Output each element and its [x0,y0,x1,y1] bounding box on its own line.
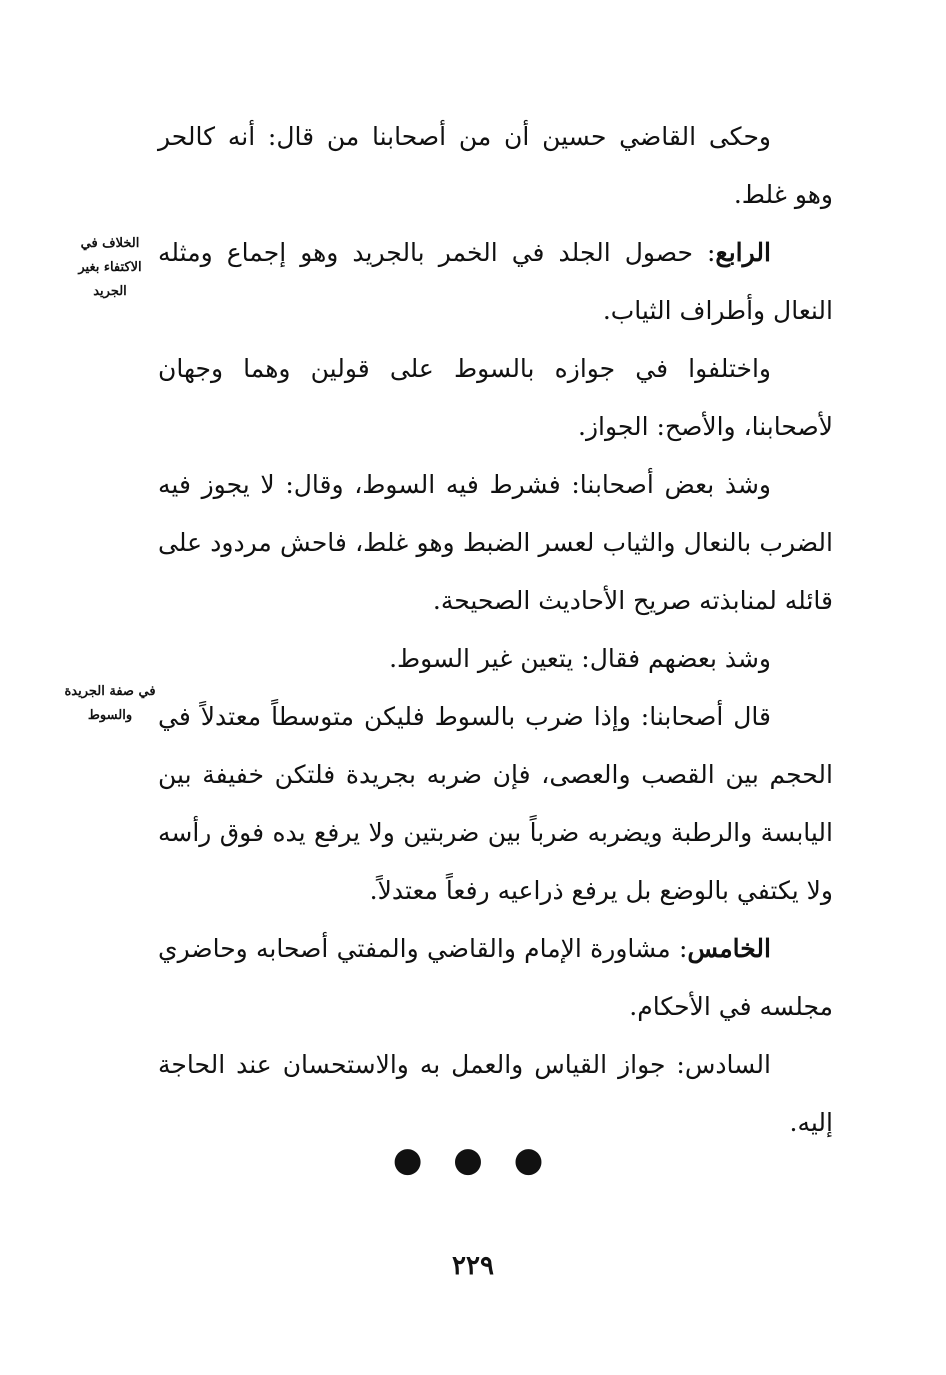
paragraph-text: السادس: جواز القياس والعمل به والاستحسان عند الحاجة إليه. [158,1050,833,1137]
section-separator: ● ● ● [392,1140,554,1180]
paragraph-text: وحكى القاضي حسين أن من أصحابنا من قال: أنه كالحر وهو غلط. [158,122,833,209]
paragraph-4 [158,456,833,630]
page-number: ٢٢٩ [452,1251,494,1281]
paragraph-text: قال أصحابنا: وإذا ضرب بالسوط فليكن متوسطاً معتدلاً في الحجم بين القصب والعصى، فإن ضربه بجريدة فلتكن خفيفة بين اليابسة والرطبة ويضربه ضرباً بين ضربتين ولا يرفع يده فوق رأسه ولا يكتفي بالوضع بل يرفع ذراعيه رفعاً معتدلاً. [158,702,833,905]
paragraph-text: واختلفوا في جوازه بالسوط على قولين وهما وجهان لأصحابنا، والأصح: الجواز. [158,354,833,441]
paragraph-3 [158,340,833,456]
paragraph-5 [158,630,833,688]
paragraph-6 [158,688,833,920]
paragraph-lead: الخامس [687,934,771,963]
body-text [158,108,833,1152]
paragraph-1 [158,108,833,224]
paragraph-text: : حصول الجلد في الخمر بالجريد وهو إجماع ومثله النعال وأطراف الثياب. [158,238,833,325]
paragraph-text: وشذ بعض أصحابنا: فشرط فيه السوط، وقال: لا يجوز فيه الضرب بالنعال والثياب لعسر الضبط وهو غلط، فاحش مردود على قائله لمنابذته صريح الأحاديث الصحيحة. [158,470,833,615]
paragraph-2 [158,224,833,340]
margin-note-2: في صفة الجريدة والسوط [64,684,156,723]
paragraph-text: وشذ بعضهم فقال: يتعين غير السوط. [389,644,771,673]
paragraph-text: : مشاورة الإمام والقاضي والمفتي أصحابه وحاضري مجلسه في الأحكام. [158,934,833,1021]
paragraph-lead: الرابع [715,238,771,267]
paragraph-7 [158,920,833,1036]
paragraph-8 [158,1036,833,1152]
margin-note-1: الخلاف في الاكتفاء بغير الجريد [78,236,142,299]
